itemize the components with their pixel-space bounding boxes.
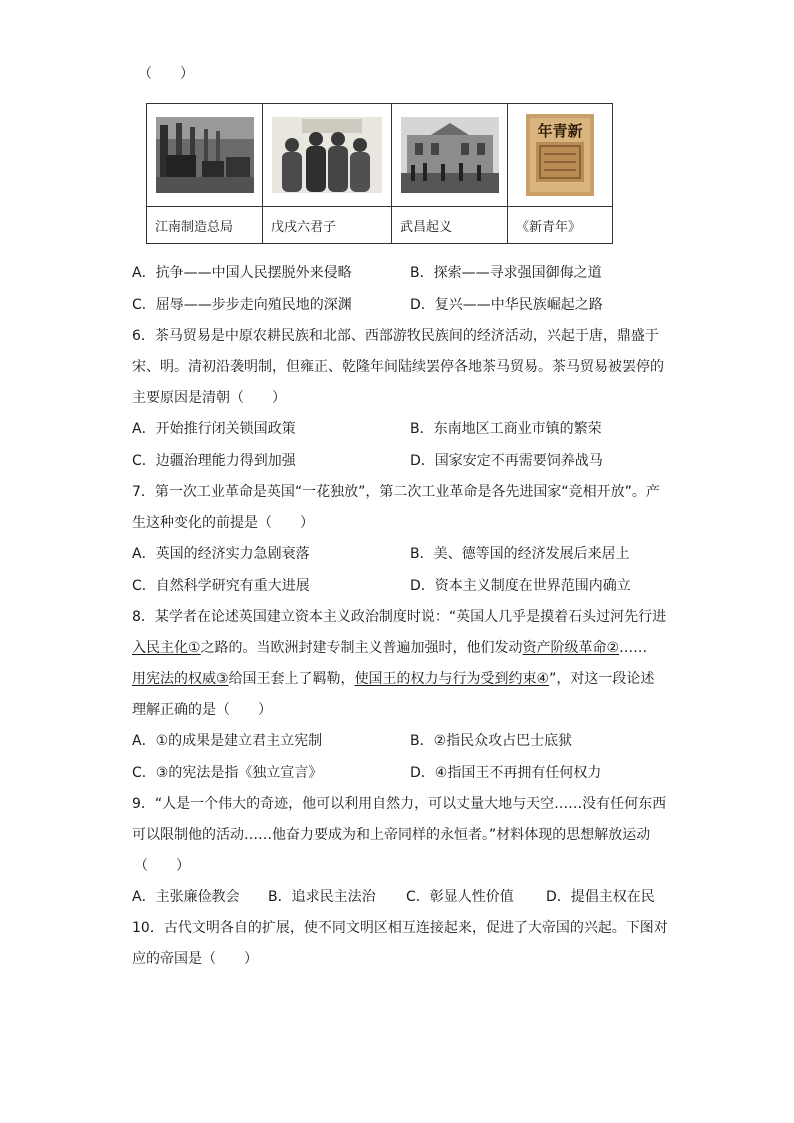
q8-underline-1: 入民主化① xyxy=(132,640,201,656)
q9-option-d: D．提倡主权在民 xyxy=(546,889,655,905)
q6-option-c: C．边疆治理能力得到加强 xyxy=(132,453,296,469)
q8-stem-line4: 理解正确的是（ ） xyxy=(132,702,272,718)
q9-stem-line2: 可以限制他的活动……他奋力要成为和上帝同样的永恒者。”材料体现的思想解放运动 xyxy=(132,827,651,843)
q8-option-b: B．②指民众攻占巴士底狱 xyxy=(410,733,573,749)
q7-stem-line1: 7．第一次工业革命是英国“一花独放”，第二次工业革命是各先进国家“竞相开放”。产 xyxy=(132,484,660,500)
wuchang-uprising-photo-cell xyxy=(392,104,508,207)
q8-stem-line3 xyxy=(132,669,654,689)
six-gentlemen-photo-cell xyxy=(263,104,392,207)
q8-underline-4: 使国王的权力与行为受到约束④ xyxy=(354,671,550,687)
q6-option-b: B．东南地区工商业市镇的繁荣 xyxy=(410,421,602,437)
caption-jiangnan-arsenal: 江南制造总局 xyxy=(147,207,263,244)
q7-option-d: D．资本主义制度在世界范围内确立 xyxy=(410,578,631,594)
magazine-title: 年青新 xyxy=(537,122,583,140)
portrait-group-icon xyxy=(272,117,382,193)
building-photo-icon xyxy=(401,117,499,193)
q7-option-a: A．英国的经济实力急剧衰落 xyxy=(132,546,310,562)
q9-option-c: C．彰显人性价值 xyxy=(406,889,514,905)
q8-option-c: C．③的宪法是指《独立宣言》 xyxy=(132,765,323,781)
q8-line3-mid: 给国王套上了羁勒， xyxy=(228,671,355,687)
q5-option-c: C．屈辱——步步走向殖民地的深渊 xyxy=(132,297,352,313)
caption-six-gentlemen: 戊戌六君子 xyxy=(263,207,392,244)
caption-wuchang-uprising: 武昌起义 xyxy=(392,207,508,244)
q7-option-c: C．自然科学研究有重大进展 xyxy=(132,578,310,594)
q8-stem-line2 xyxy=(132,638,647,658)
new-youth-magazine-cell xyxy=(508,104,613,207)
q6-option-a: A．开始推行闭关锁国政策 xyxy=(132,421,296,437)
q10-stem-line1: 10．古代文明各自的扩展，使不同文明区相互连接起来，促进了大帝国的兴起。下图对 xyxy=(132,920,668,936)
q7-stem-line2: 生这种变化的前提是（ ） xyxy=(132,515,314,531)
factory-photo-icon xyxy=(156,117,254,193)
q5-image-table xyxy=(146,103,613,244)
q8-underline-2: 资产阶级革命② xyxy=(522,640,620,656)
q8-stem-line1: 8．某学者在论述英国建立资本主义政治制度时说：“英国人几乎是摸着石头过河先行进 xyxy=(132,609,667,625)
q8-option-a: A．①的成果是建立君主立宪制 xyxy=(132,733,323,749)
q6-stem-line1: 6．茶马贸易是中原农耕民族和北部、西部游牧民族间的经济活动，兴起于唐，鼎盛于 xyxy=(132,328,659,344)
q6-option-d: D．国家安定不再需要饲养战马 xyxy=(410,453,603,469)
q9-stem-line3: （ ） xyxy=(134,858,190,874)
q6-stem-line2: 宋、明。清初沿袭明制，但雍正、乾隆年间陆续罢停各地茶马贸易。茶马贸易被罢停的 xyxy=(132,359,664,375)
q8-line2-mid: 之路的。当欧洲封建专制主义普遍加强时，他们发动 xyxy=(200,640,523,656)
q8-line3-end: ”，对这一段论述 xyxy=(549,671,655,687)
jiangnan-arsenal-photo-cell xyxy=(147,104,263,207)
magazine-cover-icon xyxy=(526,114,594,196)
q8-option-d: D．④指国王不再拥有任何权力 xyxy=(410,765,602,781)
q9-option-a: A．主张廉俭教会 xyxy=(132,889,240,905)
q10-stem-line2: 应的帝国是（ ） xyxy=(132,951,258,967)
q9-stem-line1: 9．“人是一个伟大的奇迹，他可以利用自然力，可以丈量大地与天空……没有任何东西 xyxy=(132,796,667,812)
q5-option-b: B．探索——寻求强国御侮之道 xyxy=(410,265,602,281)
caption-new-youth: 《新青年》 xyxy=(508,207,613,244)
q9-option-b: B．追求民主法治 xyxy=(268,889,376,905)
q5-option-d: D．复兴——中华民族崛起之路 xyxy=(410,297,603,313)
q6-stem-line3: 主要原因是清朝（ ） xyxy=(132,390,286,406)
q5-option-a: A．抗争——中国人民摆脱外来侵略 xyxy=(132,265,352,281)
q7-option-b: B．美、德等国的经济发展后来居上 xyxy=(410,546,630,562)
q5-bracket: （ ） xyxy=(138,66,194,82)
q8-underline-3: 用宪法的权威③ xyxy=(132,671,229,687)
q8-line2-end: …… xyxy=(619,640,648,656)
